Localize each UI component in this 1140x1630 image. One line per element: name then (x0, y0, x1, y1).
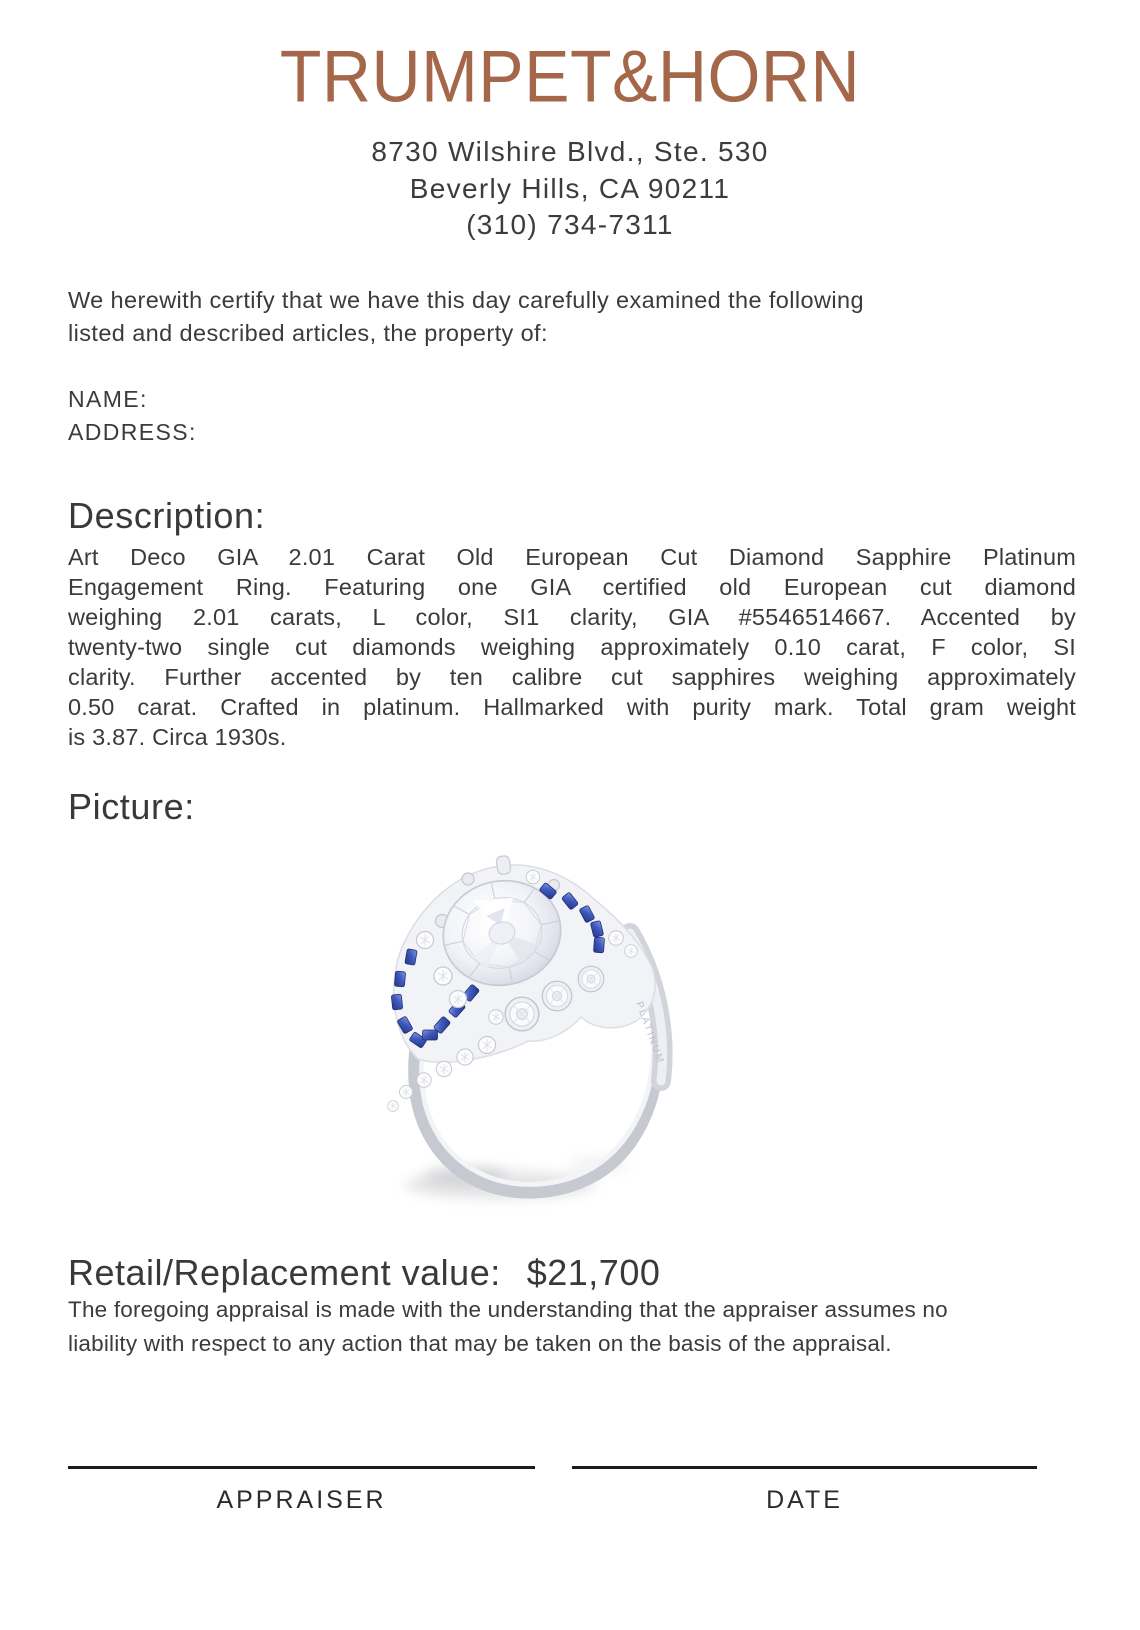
address-city: Beverly Hills, CA 90211 (409, 172, 731, 204)
description-line: 0.50 carat. Crafted in platinum. Hallmarked with purity mark. Total gram weight (68, 694, 1076, 720)
address-street: 8730 Wilshire Blvd., Ste. 530 (371, 136, 769, 167)
disclaimer-text (68, 1293, 1076, 1361)
brand-logo: TRUMPET&HORN (279, 35, 861, 118)
ring-engraving-text: PLATINUM (633, 1000, 667, 1066)
business-address (0, 134, 1140, 244)
ring-photo (330, 833, 790, 1211)
address-label: ADDRESS: (68, 419, 197, 445)
value-amount: $21,700 (526, 1252, 661, 1293)
description-line: weighing 2.01 carats, L color, SI1 clarity, GIA #5546514667. Accented by (68, 604, 1076, 630)
picture-heading: Picture: (68, 786, 195, 827)
ring-illustration (330, 833, 790, 1211)
description-line: clarity. Further accented by ten calibre cut sapphires weighing approximately (68, 664, 1076, 690)
date-label: DATE (766, 1486, 843, 1514)
appraiser-signature-block (68, 1466, 535, 1515)
certification-line: listed and described articles, the property of: (68, 320, 548, 346)
description-text (68, 542, 1076, 752)
retail-value-line (68, 1252, 660, 1293)
disclaimer-line: liability with respect to any action that may be taken on the basis of the appraisal. (68, 1331, 892, 1356)
disclaimer-line: The foregoing appraisal is made with the understanding that the appraiser assumes no (68, 1297, 948, 1322)
certification-statement (68, 284, 1076, 350)
business-phone: (310) 734-7311 (466, 209, 674, 240)
description-line: Engagement Ring. Featuring one GIA certified old European cut diamond (68, 574, 1076, 600)
appraiser-label: APPRAISER (216, 1486, 387, 1514)
description-line: twenty-two single cut diamonds weighing approximately 0.10 carat, F color, SI (68, 634, 1076, 660)
owner-fields (68, 383, 197, 449)
name-label: NAME: (68, 386, 148, 412)
description-line: Art Deco GIA 2.01 Carat Old European Cut Diamond Sapphire Platinum (68, 544, 1076, 570)
certification-line: We herewith certify that we have this day carefully examined the following (68, 287, 864, 313)
description-heading: Description: (68, 495, 266, 536)
value-label: Retail/Replacement value: (68, 1252, 501, 1293)
date-signature-block (572, 1466, 1037, 1515)
description-line: is 3.87. Circa 1930s. (68, 724, 287, 750)
